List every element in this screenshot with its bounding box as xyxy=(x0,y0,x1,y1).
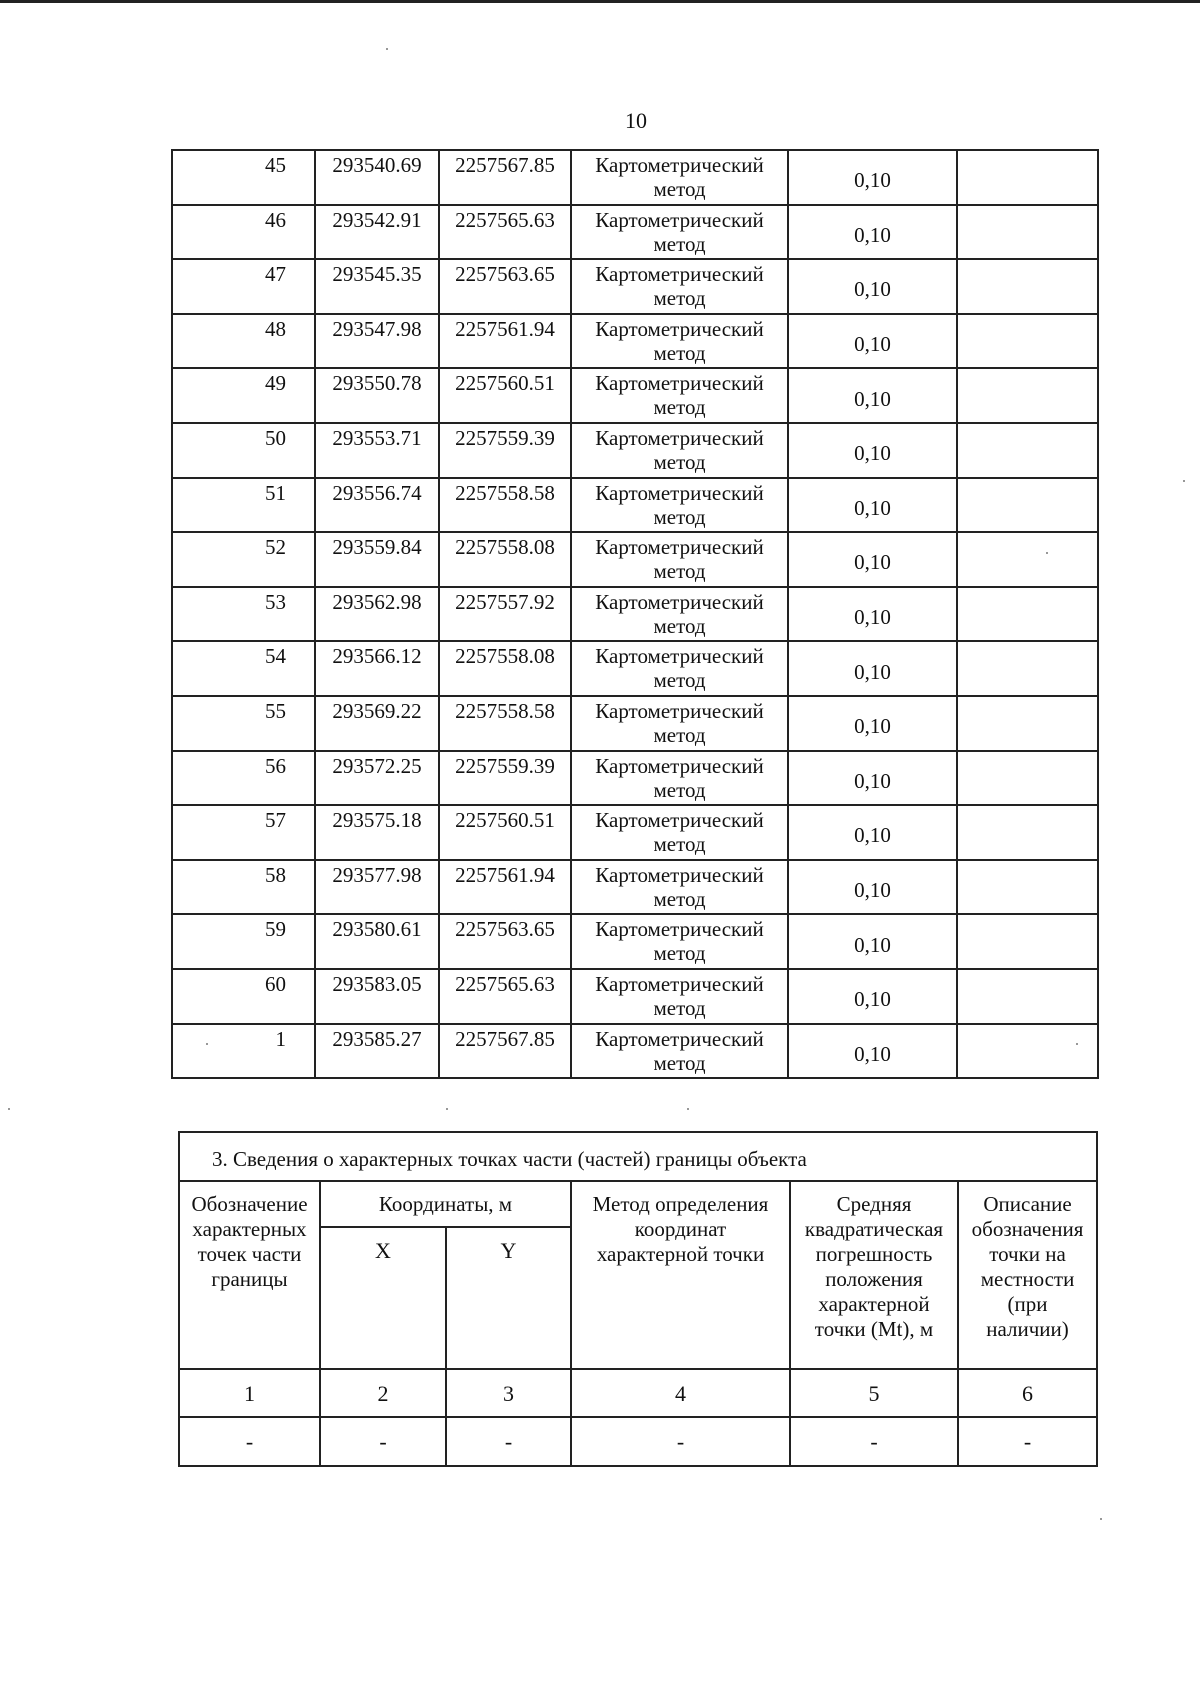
scan-speck xyxy=(1183,480,1185,482)
header-line: обозначения xyxy=(971,1217,1084,1241)
scan-speck xyxy=(446,1108,448,1110)
error-cell: 0,10 xyxy=(788,314,957,369)
method-line: Картометрический xyxy=(595,971,764,996)
header-line: погрешность xyxy=(815,1242,933,1266)
point-number-cell: 46 xyxy=(172,205,315,260)
description-cell xyxy=(957,205,1098,260)
error-cell: 0,10 xyxy=(788,368,957,423)
x-coordinate-cell: 293550.78 xyxy=(315,368,439,423)
y-coordinate-cell: 2257567.85 xyxy=(439,150,571,205)
y-coordinate-cell: 2257558.58 xyxy=(439,696,571,751)
header-method xyxy=(571,1181,790,1369)
header-line: точки (Mt), м xyxy=(814,1317,934,1341)
point-number-cell: 56 xyxy=(172,751,315,806)
table-row xyxy=(172,587,1098,642)
method-line: метод xyxy=(653,395,706,420)
section3-title: 3. Сведения о характерных точках части (частей) границы объекта xyxy=(179,1132,1097,1181)
description-cell xyxy=(957,259,1098,314)
method-cell xyxy=(571,914,788,969)
method-cell xyxy=(571,641,788,696)
header-line: Обозначение xyxy=(191,1192,308,1216)
method-line: Картометрический xyxy=(595,535,764,560)
point-number-cell: 49 xyxy=(172,368,315,423)
error-cell: 0,10 xyxy=(788,532,957,587)
method-line: Картометрический xyxy=(595,207,764,232)
header-coordinates: Координаты, м xyxy=(320,1181,571,1227)
header-line: характерной xyxy=(818,1292,930,1316)
column-number: 2 xyxy=(320,1369,446,1417)
y-coordinate-cell: 2257565.63 xyxy=(439,969,571,1024)
x-coordinate-cell: 293566.12 xyxy=(315,641,439,696)
point-number-cell: 50 xyxy=(172,423,315,478)
method-cell xyxy=(571,532,788,587)
description-cell xyxy=(957,368,1098,423)
point-number-cell: 45 xyxy=(172,150,315,205)
table-row xyxy=(172,751,1098,806)
x-coordinate-cell: 293562.98 xyxy=(315,587,439,642)
point-number-cell: 58 xyxy=(172,860,315,915)
point-number-cell: 59 xyxy=(172,914,315,969)
method-cell xyxy=(571,751,788,806)
header-line: характерных xyxy=(192,1217,307,1241)
boundary-points-body xyxy=(172,150,1098,1078)
scan-speck xyxy=(1100,1518,1102,1520)
y-coordinate-cell: 2257560.51 xyxy=(439,805,571,860)
table-row xyxy=(172,969,1098,1024)
error-cell: 0,10 xyxy=(788,696,957,751)
method-line: метод xyxy=(653,995,706,1020)
header-line: точки на xyxy=(989,1242,1066,1266)
description-cell xyxy=(957,860,1098,915)
description-cell xyxy=(957,587,1098,642)
method-line: Картометрический xyxy=(595,153,764,177)
header-line: точек части xyxy=(197,1242,302,1266)
scan-speck xyxy=(687,1108,689,1110)
method-cell xyxy=(571,805,788,860)
method-cell xyxy=(571,1024,788,1079)
column-number: 3 xyxy=(446,1369,571,1417)
header-line: наличии) xyxy=(986,1317,1069,1341)
description-cell xyxy=(957,314,1098,369)
y-coordinate-cell: 2257557.92 xyxy=(439,587,571,642)
header-line: Метод определения xyxy=(592,1192,769,1216)
header-line: координат xyxy=(634,1217,727,1241)
description-cell xyxy=(957,751,1098,806)
scan-speck xyxy=(1046,552,1048,554)
x-coordinate-cell: 293547.98 xyxy=(315,314,439,369)
table-row xyxy=(172,368,1098,423)
method-line: Картометрический xyxy=(595,917,764,942)
table-row xyxy=(172,150,1098,205)
x-coordinate-cell: 293559.84 xyxy=(315,532,439,587)
method-line: метод xyxy=(653,1050,706,1075)
method-line: метод xyxy=(653,504,706,529)
x-coordinate-cell: 293580.61 xyxy=(315,914,439,969)
method-line: Картометрический xyxy=(595,644,764,669)
point-number-cell: 48 xyxy=(172,314,315,369)
description-cell xyxy=(957,914,1098,969)
header-line: (при xyxy=(1007,1292,1048,1316)
point-number-cell: 54 xyxy=(172,641,315,696)
y-coordinate-cell: 2257561.94 xyxy=(439,860,571,915)
method-cell xyxy=(571,368,788,423)
error-cell: 0,10 xyxy=(788,423,957,478)
table-row xyxy=(172,860,1098,915)
boundary-points-table xyxy=(171,149,1099,1079)
method-cell xyxy=(571,969,788,1024)
method-line: Картометрический xyxy=(595,1026,764,1051)
description-cell xyxy=(957,641,1098,696)
header-line: Описание xyxy=(983,1192,1072,1216)
method-cell xyxy=(571,696,788,751)
scan-speck xyxy=(1076,1043,1078,1045)
x-coordinate-cell: 293553.71 xyxy=(315,423,439,478)
method-line: метод xyxy=(653,832,706,857)
x-coordinate-cell: 293583.05 xyxy=(315,969,439,1024)
y-coordinate-cell: 2257560.51 xyxy=(439,368,571,423)
empty-value-cell: - xyxy=(179,1417,320,1466)
point-number-cell: 57 xyxy=(172,805,315,860)
point-number-cell: 47 xyxy=(172,259,315,314)
table-row xyxy=(172,1024,1098,1079)
header-line: местности xyxy=(980,1267,1075,1291)
x-coordinate-cell: 293572.25 xyxy=(315,751,439,806)
method-cell xyxy=(571,860,788,915)
y-coordinate-cell: 2257558.08 xyxy=(439,532,571,587)
header-x: X xyxy=(320,1227,446,1369)
x-coordinate-cell: 293545.35 xyxy=(315,259,439,314)
method-line: метод xyxy=(653,722,706,747)
method-cell xyxy=(571,259,788,314)
description-cell xyxy=(957,805,1098,860)
error-cell: 0,10 xyxy=(788,150,957,205)
method-line: метод xyxy=(653,613,706,638)
table-row xyxy=(172,532,1098,587)
y-coordinate-cell: 2257559.39 xyxy=(439,751,571,806)
method-line: метод xyxy=(653,941,706,966)
empty-value-cell: - xyxy=(320,1417,446,1466)
header-line: квадратическая xyxy=(804,1217,944,1241)
method-line: метод xyxy=(653,777,706,802)
point-number-cell: 60 xyxy=(172,969,315,1024)
header-line: Средняя xyxy=(836,1192,912,1216)
error-cell: 0,10 xyxy=(788,860,957,915)
y-coordinate-cell: 2257563.65 xyxy=(439,914,571,969)
page-number: 10 xyxy=(625,108,647,133)
method-cell xyxy=(571,423,788,478)
method-cell xyxy=(571,205,788,260)
table-row xyxy=(172,259,1098,314)
x-coordinate-cell: 293569.22 xyxy=(315,696,439,751)
error-cell: 0,10 xyxy=(788,259,957,314)
description-cell xyxy=(957,696,1098,751)
x-coordinate-cell: 293540.69 xyxy=(315,150,439,205)
table-row xyxy=(172,914,1098,969)
column-number: 6 xyxy=(958,1369,1097,1417)
x-coordinate-cell: 293577.98 xyxy=(315,860,439,915)
scan-speck xyxy=(206,1043,208,1045)
description-cell xyxy=(957,423,1098,478)
table-row xyxy=(172,423,1098,478)
error-cell: 0,10 xyxy=(788,205,957,260)
y-coordinate-cell: 2257559.39 xyxy=(439,423,571,478)
scan-speck xyxy=(8,1108,10,1110)
error-cell: 0,10 xyxy=(788,587,957,642)
method-line: Картометрический xyxy=(595,262,764,287)
x-coordinate-cell: 293556.74 xyxy=(315,478,439,533)
scan-speck xyxy=(386,48,388,50)
header-y: Y xyxy=(446,1227,571,1369)
method-line: Картометрический xyxy=(595,480,764,505)
column-number: 4 xyxy=(571,1369,790,1417)
table-row xyxy=(172,805,1098,860)
error-cell: 0,10 xyxy=(788,914,957,969)
method-line: Картометрический xyxy=(595,589,764,614)
header-description xyxy=(958,1181,1097,1369)
scan-edge-line xyxy=(0,0,1200,3)
error-cell: 0,10 xyxy=(788,478,957,533)
description-cell xyxy=(957,478,1098,533)
method-line: метод xyxy=(653,286,706,311)
description-cell xyxy=(957,969,1098,1024)
header-line: характерной точки xyxy=(596,1242,765,1266)
section3-table xyxy=(178,1131,1098,1467)
error-cell: 0,10 xyxy=(788,1024,957,1079)
empty-value-cell: - xyxy=(790,1417,958,1466)
header-line: положения xyxy=(825,1267,923,1291)
method-line: метод xyxy=(653,886,706,911)
table-row xyxy=(172,205,1098,260)
empty-value-cell: - xyxy=(446,1417,571,1466)
error-cell: 0,10 xyxy=(788,751,957,806)
error-cell: 0,10 xyxy=(788,805,957,860)
method-line: Картометрический xyxy=(595,862,764,887)
method-line: метод xyxy=(653,449,706,474)
table-row xyxy=(172,696,1098,751)
column-number: 5 xyxy=(790,1369,958,1417)
x-coordinate-cell: 293575.18 xyxy=(315,805,439,860)
method-line: метод xyxy=(653,231,706,256)
y-coordinate-cell: 2257558.08 xyxy=(439,641,571,696)
column-number: 1 xyxy=(179,1369,320,1417)
error-cell: 0,10 xyxy=(788,969,957,1024)
method-line: метод xyxy=(653,177,706,201)
table-row xyxy=(172,478,1098,533)
method-cell xyxy=(571,314,788,369)
description-cell xyxy=(957,150,1098,205)
y-coordinate-cell: 2257567.85 xyxy=(439,1024,571,1079)
method-line: Картометрический xyxy=(595,698,764,723)
method-line: метод xyxy=(653,340,706,365)
method-line: метод xyxy=(653,559,706,584)
method-line: метод xyxy=(653,668,706,693)
y-coordinate-cell: 2257565.63 xyxy=(439,205,571,260)
x-coordinate-cell: 293542.91 xyxy=(315,205,439,260)
method-cell xyxy=(571,150,788,205)
table-row xyxy=(172,314,1098,369)
error-cell: 0,10 xyxy=(788,641,957,696)
header-line: границы xyxy=(211,1267,288,1291)
empty-value-cell: - xyxy=(958,1417,1097,1466)
y-coordinate-cell: 2257561.94 xyxy=(439,314,571,369)
empty-value-cell: - xyxy=(571,1417,790,1466)
method-cell xyxy=(571,587,788,642)
point-number-cell: 51 xyxy=(172,478,315,533)
header-designation xyxy=(179,1181,320,1369)
point-number-cell: 55 xyxy=(172,696,315,751)
method-line: Картометрический xyxy=(595,371,764,396)
method-cell xyxy=(571,478,788,533)
method-line: Картометрический xyxy=(595,753,764,778)
point-number-cell: 52 xyxy=(172,532,315,587)
y-coordinate-cell: 2257563.65 xyxy=(439,259,571,314)
method-line: Картометрический xyxy=(595,425,764,450)
point-number-cell: 53 xyxy=(172,587,315,642)
point-number-cell: 1 xyxy=(172,1024,315,1079)
y-coordinate-cell: 2257558.58 xyxy=(439,478,571,533)
description-cell xyxy=(957,1024,1098,1079)
method-line: Картометрический xyxy=(595,808,764,833)
method-line: Картометрический xyxy=(595,316,764,341)
table-row xyxy=(172,641,1098,696)
x-coordinate-cell: 293585.27 xyxy=(315,1024,439,1079)
description-cell xyxy=(957,532,1098,587)
header-error xyxy=(790,1181,958,1369)
